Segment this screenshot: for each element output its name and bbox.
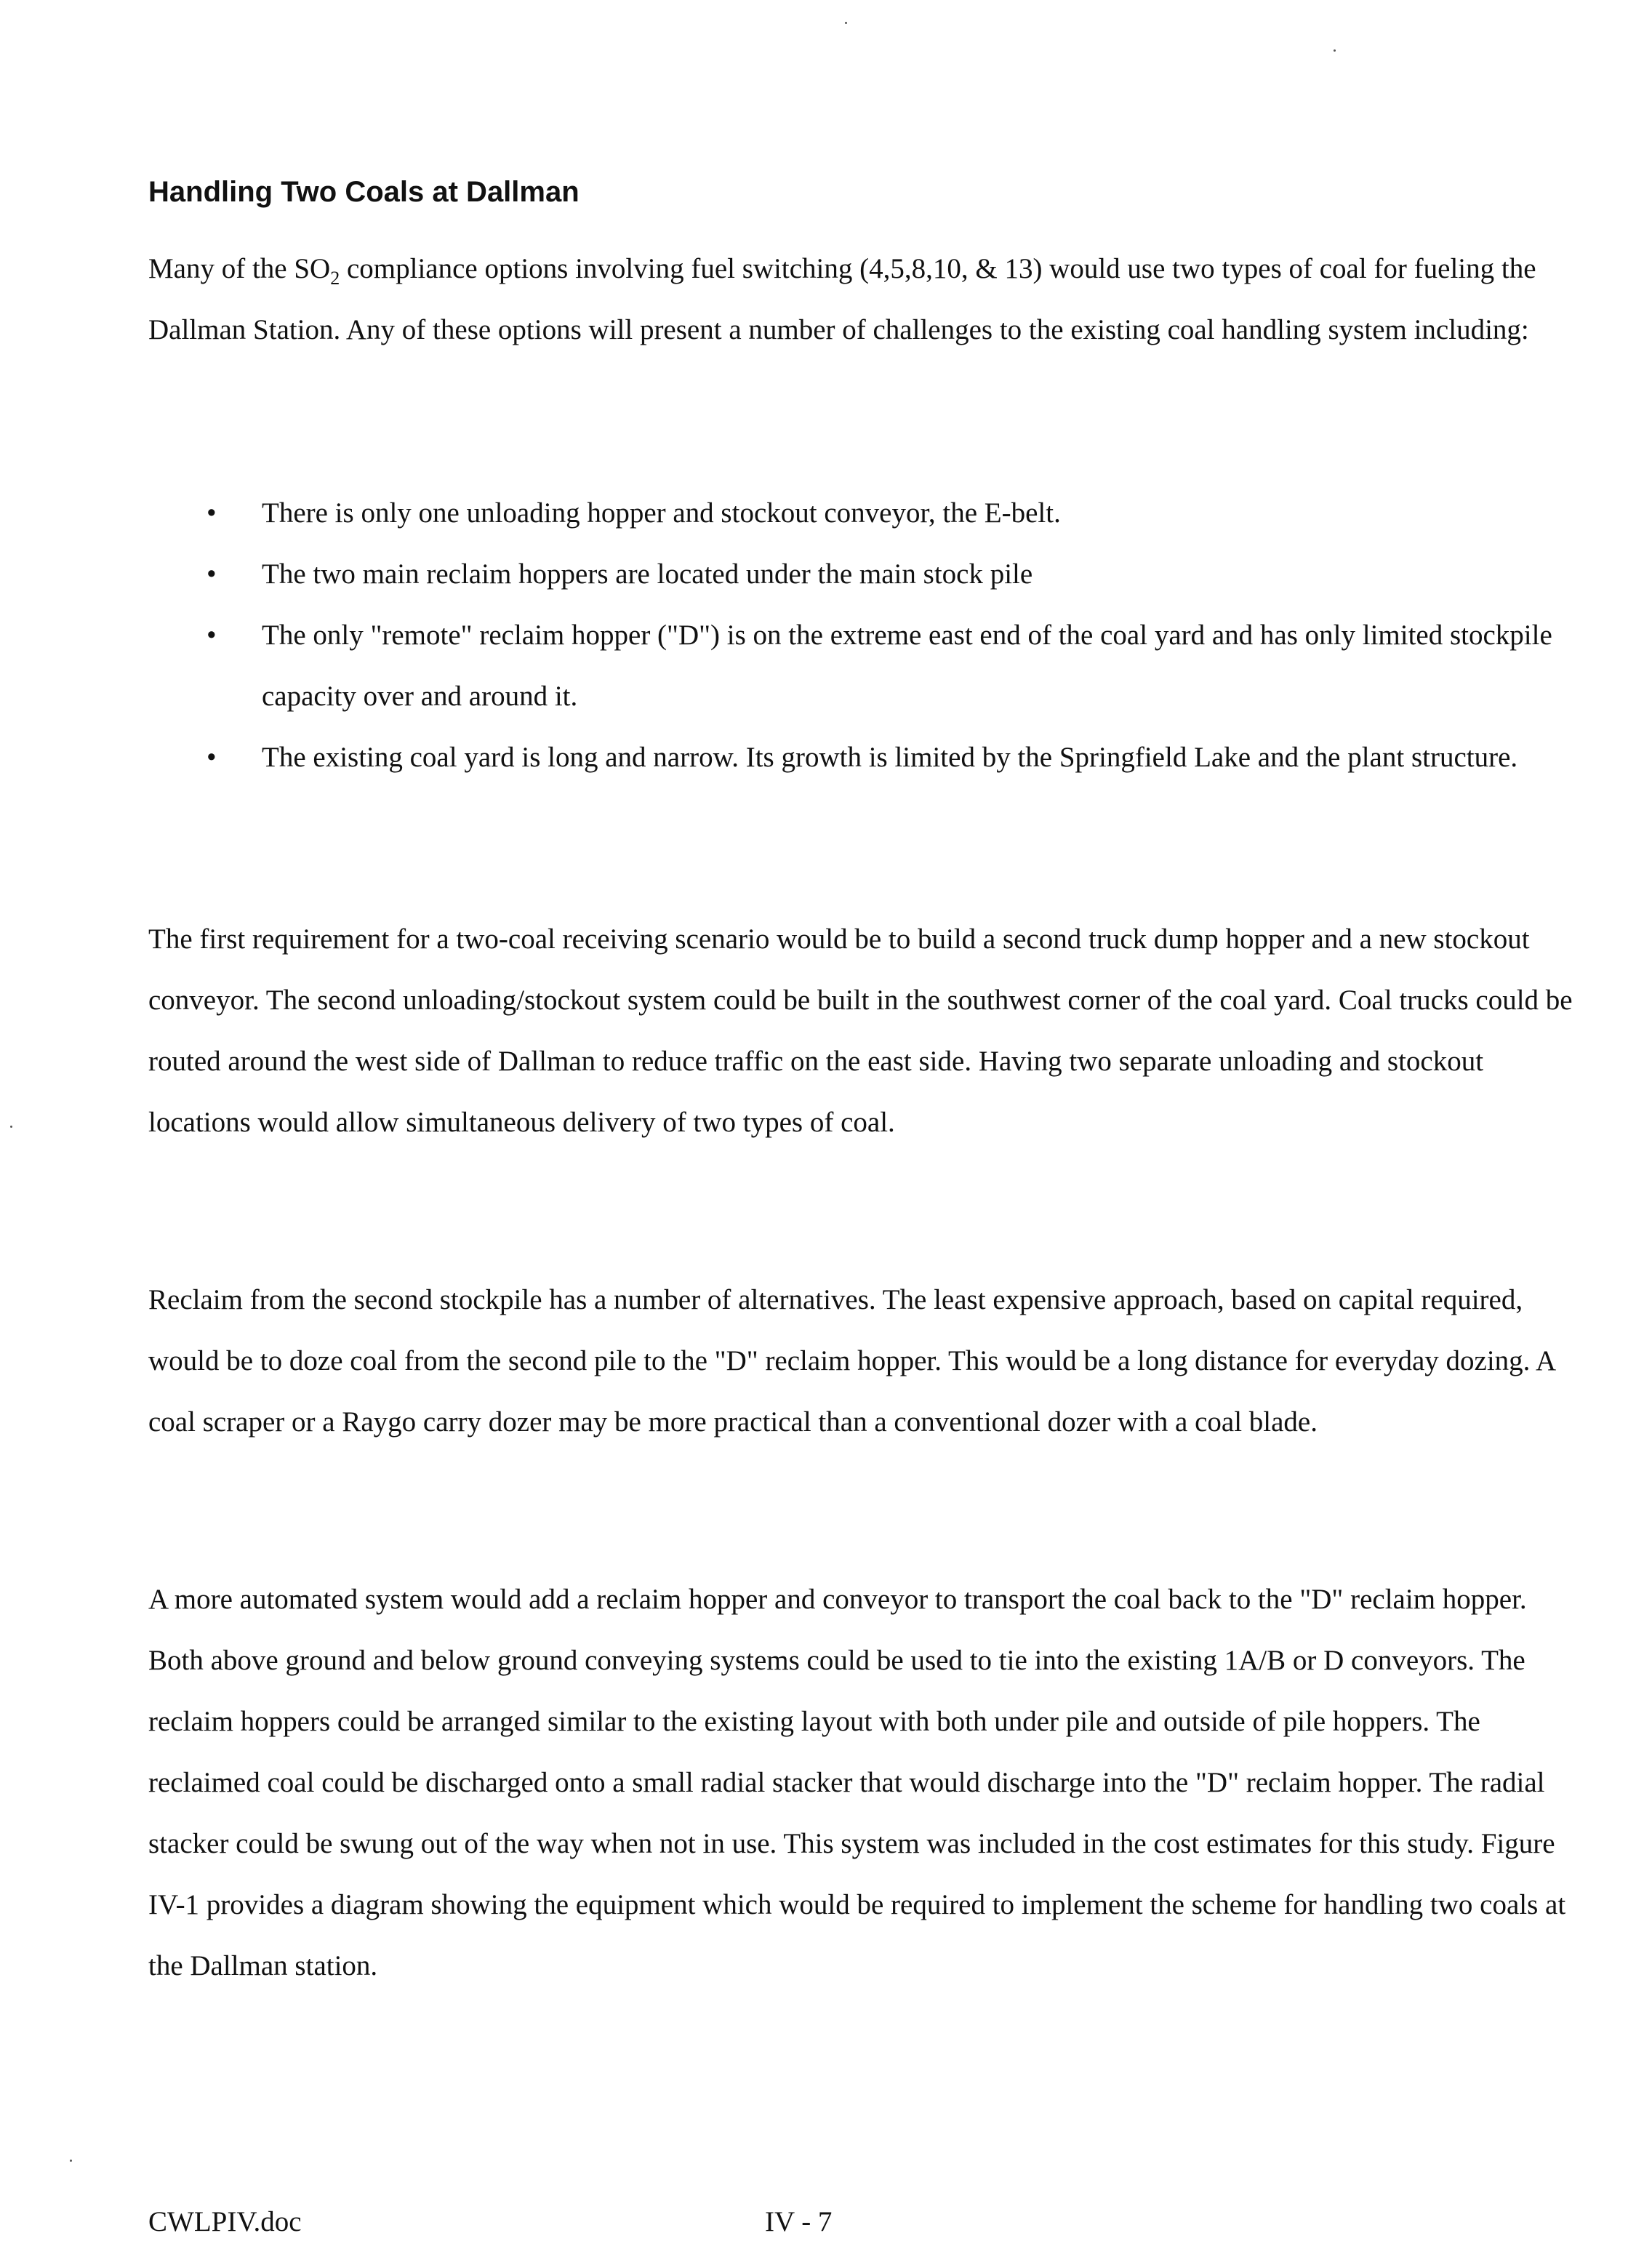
- bullet-marker: •: [206, 742, 217, 773]
- challenges-list: [148, 483, 1573, 788]
- scan-speck: [845, 22, 847, 24]
- list-item: [148, 727, 1573, 788]
- list-item-text: The two main reclaim hoppers are located under the main stock pile: [262, 558, 1033, 590]
- scan-speck: [70, 2160, 72, 2162]
- scan-speck: [1334, 49, 1336, 52]
- list-item-text: There is only one unloading hopper and stockout conveyor, the E-belt.: [262, 497, 1061, 529]
- automated-system-paragraph: A more automated system would add a reclaim hopper and conveyor to transport the coal back to the "D" reclaim hopper. Both above ground and below ground conveying systems could be used to tie into the existing 1A/B or D conveyors. The reclaim hoppers could be arranged similar to the existing layout with both under pile and outside of pile hoppers. The reclaimed coal could be discharged onto a small radial stacker that would discharge into the "D" reclaim hopper. The radial stacker could be swung out of the way when not in use. This system was included in the cost estimates for this study. Figure IV-1 provides a diagram showing the equipment which would be required to implement the scheme for handling two coals at the Dallman station.: [148, 1584, 1566, 1981]
- list-item: [148, 544, 1573, 605]
- footer-page-number: IV - 7: [765, 2206, 833, 2237]
- bullet-marker: •: [206, 558, 217, 590]
- section-heading: Handling Two Coals at Dallman: [148, 176, 580, 208]
- list-item-text: The only "remote" reclaim hopper ("D") is on the extreme east end of the coal yard and has only limited stockpile capacity over and around it.: [262, 620, 1552, 712]
- list-item-text: The existing coal yard is long and narrow. Its growth is limited by the Springfield Lake and the plant structure.: [262, 742, 1518, 773]
- footer-filename: CWLPIV.doc: [148, 2206, 302, 2237]
- reclaim-paragraph: Reclaim from the second stockpile has a number of alternatives. The least expensive approach, based on capital required, would be to doze coal from the second pile to the "D" reclaim hopper. This would be a long distance for everyday dozing. A coal scraper or a Raygo carry dozer may be more practical than a conventional dozer with a coal blade.: [148, 1284, 1555, 1438]
- scan-speck: [10, 1126, 12, 1128]
- first-requirement-paragraph: The first requirement for a two-coal receiving scenario would be to build a second truck dump hopper and a new stockout conveyor. The second unloading/stockout system could be built in the southwest corner of the coal yard. Coal trucks could be routed around the west side of Dallman to reduce traffic on the east side. Having two separate unloading and stockout locations would allow simultaneous delivery of two types of coal.: [148, 923, 1573, 1138]
- intro-paragraph: Many of the $SO_2$ compliance options involving fuel switching (4,5,8,10, & 13) would use two types of coal for fueling the Dallman Station. Any of these options will present a number of challenges to the existing coal handling system including:: [148, 253, 1536, 345]
- bullet-marker: •: [206, 497, 217, 529]
- list-item: [148, 605, 1573, 727]
- list-item: [148, 483, 1573, 544]
- bullet-marker: •: [206, 620, 217, 651]
